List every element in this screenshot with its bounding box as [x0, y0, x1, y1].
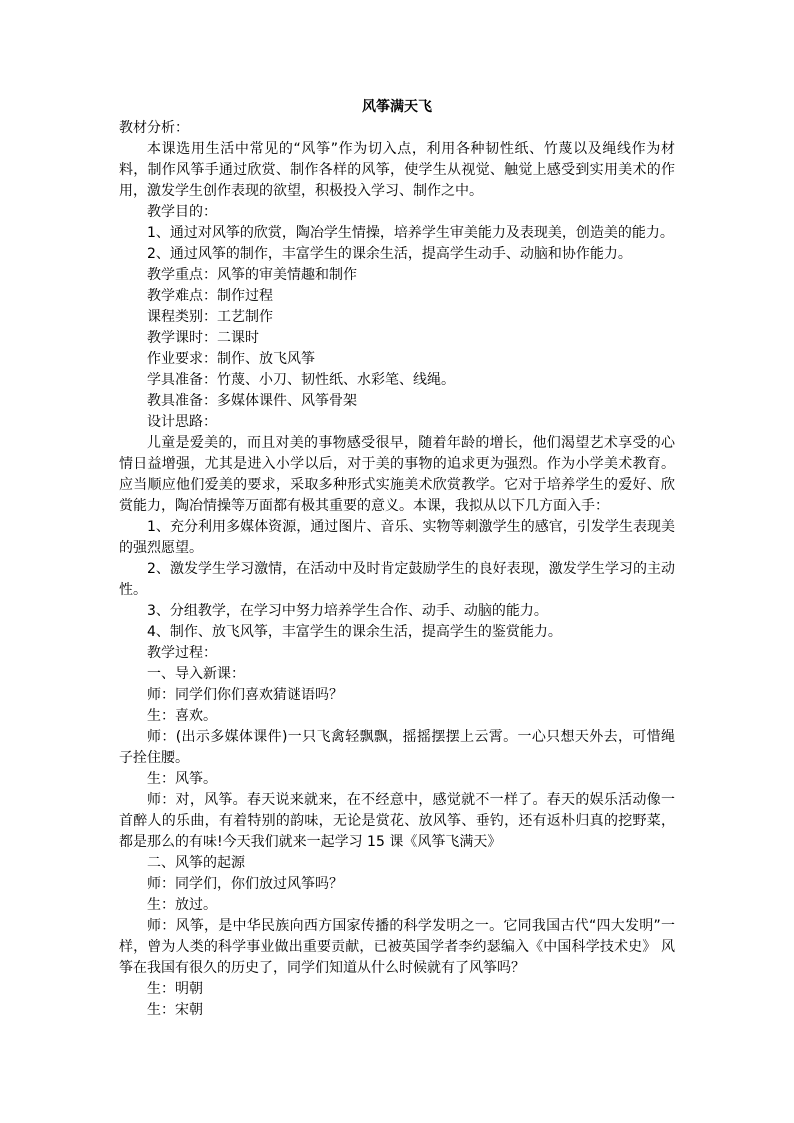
text-line: 2、通过风筝的制作，丰富学生的课余生活，提高学生动手、动脑和协作能力。: [147, 246, 632, 262]
paragraph: 儿童是爱美的，而且对美的事物感受很早，随着年龄的增长，他们渴望艺术享受的心情日益增强，尤其是进入小学以后，对于美的事物的追求更为强烈。作为小学美术教育。应当顺应他们爱美的要求，采取多种形式实施美术欣赏教学。它对于培养学生的爱好、欣赏能力，陶冶情操等万面都有极其重要的意义。本课，我拟从以下几方面入手：: [119, 435, 675, 514]
text-line: 设计思路：: [147, 414, 217, 430]
paragraph: 本课选用生活中常见的“风筝”作为切入点，利用各种韧性纸、竹蔑以及绳线作为材料，制作风筝手通过欣赏、制作各样的风筝，使学生从视觉、触觉上感受到实用美术的作用，激发学生创作表现的欲望，积极投入学习、制作之中。: [119, 141, 675, 199]
text-line: 师：同学们你们喜欢猜谜语吗？: [147, 687, 343, 703]
text-line: 3、分组教学，在学习中努力培养学生合作、动手、动脑的能力。: [147, 603, 548, 619]
paragraph: 1、充分利用多媒体资源，通过图片、音乐、实物等刺激学生的感官，引发学生表现美的强烈愿望。: [119, 519, 675, 556]
text-line: 师：同学们，你们放过风筝吗？: [147, 876, 343, 892]
text-line: 学具准备：竹蔑、小刀、韧性纸、水彩笔、线绳。: [147, 372, 455, 388]
paragraph: 2、激发学生学习激情，在活动中及时肯定鼓励学生的良好表现，激发学生学习的主动性。: [119, 561, 675, 598]
text-line: 教学目的：: [147, 204, 217, 220]
text-line: 生：宋朝: [147, 1002, 203, 1018]
text-line: 一、导入新课：: [147, 666, 245, 682]
text-line: 课程类别：工艺制作: [147, 309, 273, 325]
document-title: 风筝满天飞: [362, 99, 432, 115]
paragraph: 师：风筝，是中华民族向西方国家传播的科学发明之一。它同我国古代“四大发明”一样，曾为人类的科学事业做出重要贡献，已被英国学者李约瑟编入《中国科学技术史》 风筝在我国有很久的历史了，同学们知道从什么时候就有了风筝吗？: [119, 918, 675, 976]
section-heading: 教材分析：: [119, 120, 189, 136]
text-line: 教学重点：风筝的审美情趣和制作: [147, 267, 357, 283]
document-body: [119, 118, 675, 1021]
text-line: 生：放过。: [147, 897, 217, 913]
text-line: 生：明朝: [147, 981, 203, 997]
text-line: 教学难点：制作过程: [147, 288, 273, 304]
text-line: 教学过程：: [147, 645, 217, 661]
text-line: 二、风筝的起源: [147, 855, 245, 871]
document-page: [119, 96, 675, 1021]
text-line: 1、通过对风筝的欣赏，陶冶学生情操，培养学生审美能力及表现美，创造美的能力。: [147, 225, 674, 241]
text-line: 作业要求：制作、放飞风筝: [147, 351, 315, 367]
paragraph: 师：对，风筝。春天说来就来，在不经意中，感觉就不一样了。春天的娱乐活动像一首醉人的乐曲，有着特别的韵味，无论是赏花、放风筝、垂钓，还有返朴归真的挖野菜，都是那么的有味!今天我们就来一起学习 15 课《风筝飞满天》: [119, 792, 675, 850]
text-line: 教具准备：多媒体课件、风筝骨架: [147, 393, 357, 409]
paragraph: 师：(出示多媒体课件)一只飞禽轻飘飘，摇摇摆摆上云霄。一心只想天外去，可惜绳子拴住腰。: [119, 729, 675, 766]
text-line: 生：喜欢。: [147, 708, 217, 724]
text-line: 4、制作、放飞风筝，丰富学生的课余生活，提高学生的鉴赏能力。: [147, 624, 562, 640]
text-line: 教学课时：二课时: [147, 330, 259, 346]
text-line: 生：风筝。: [147, 771, 217, 787]
